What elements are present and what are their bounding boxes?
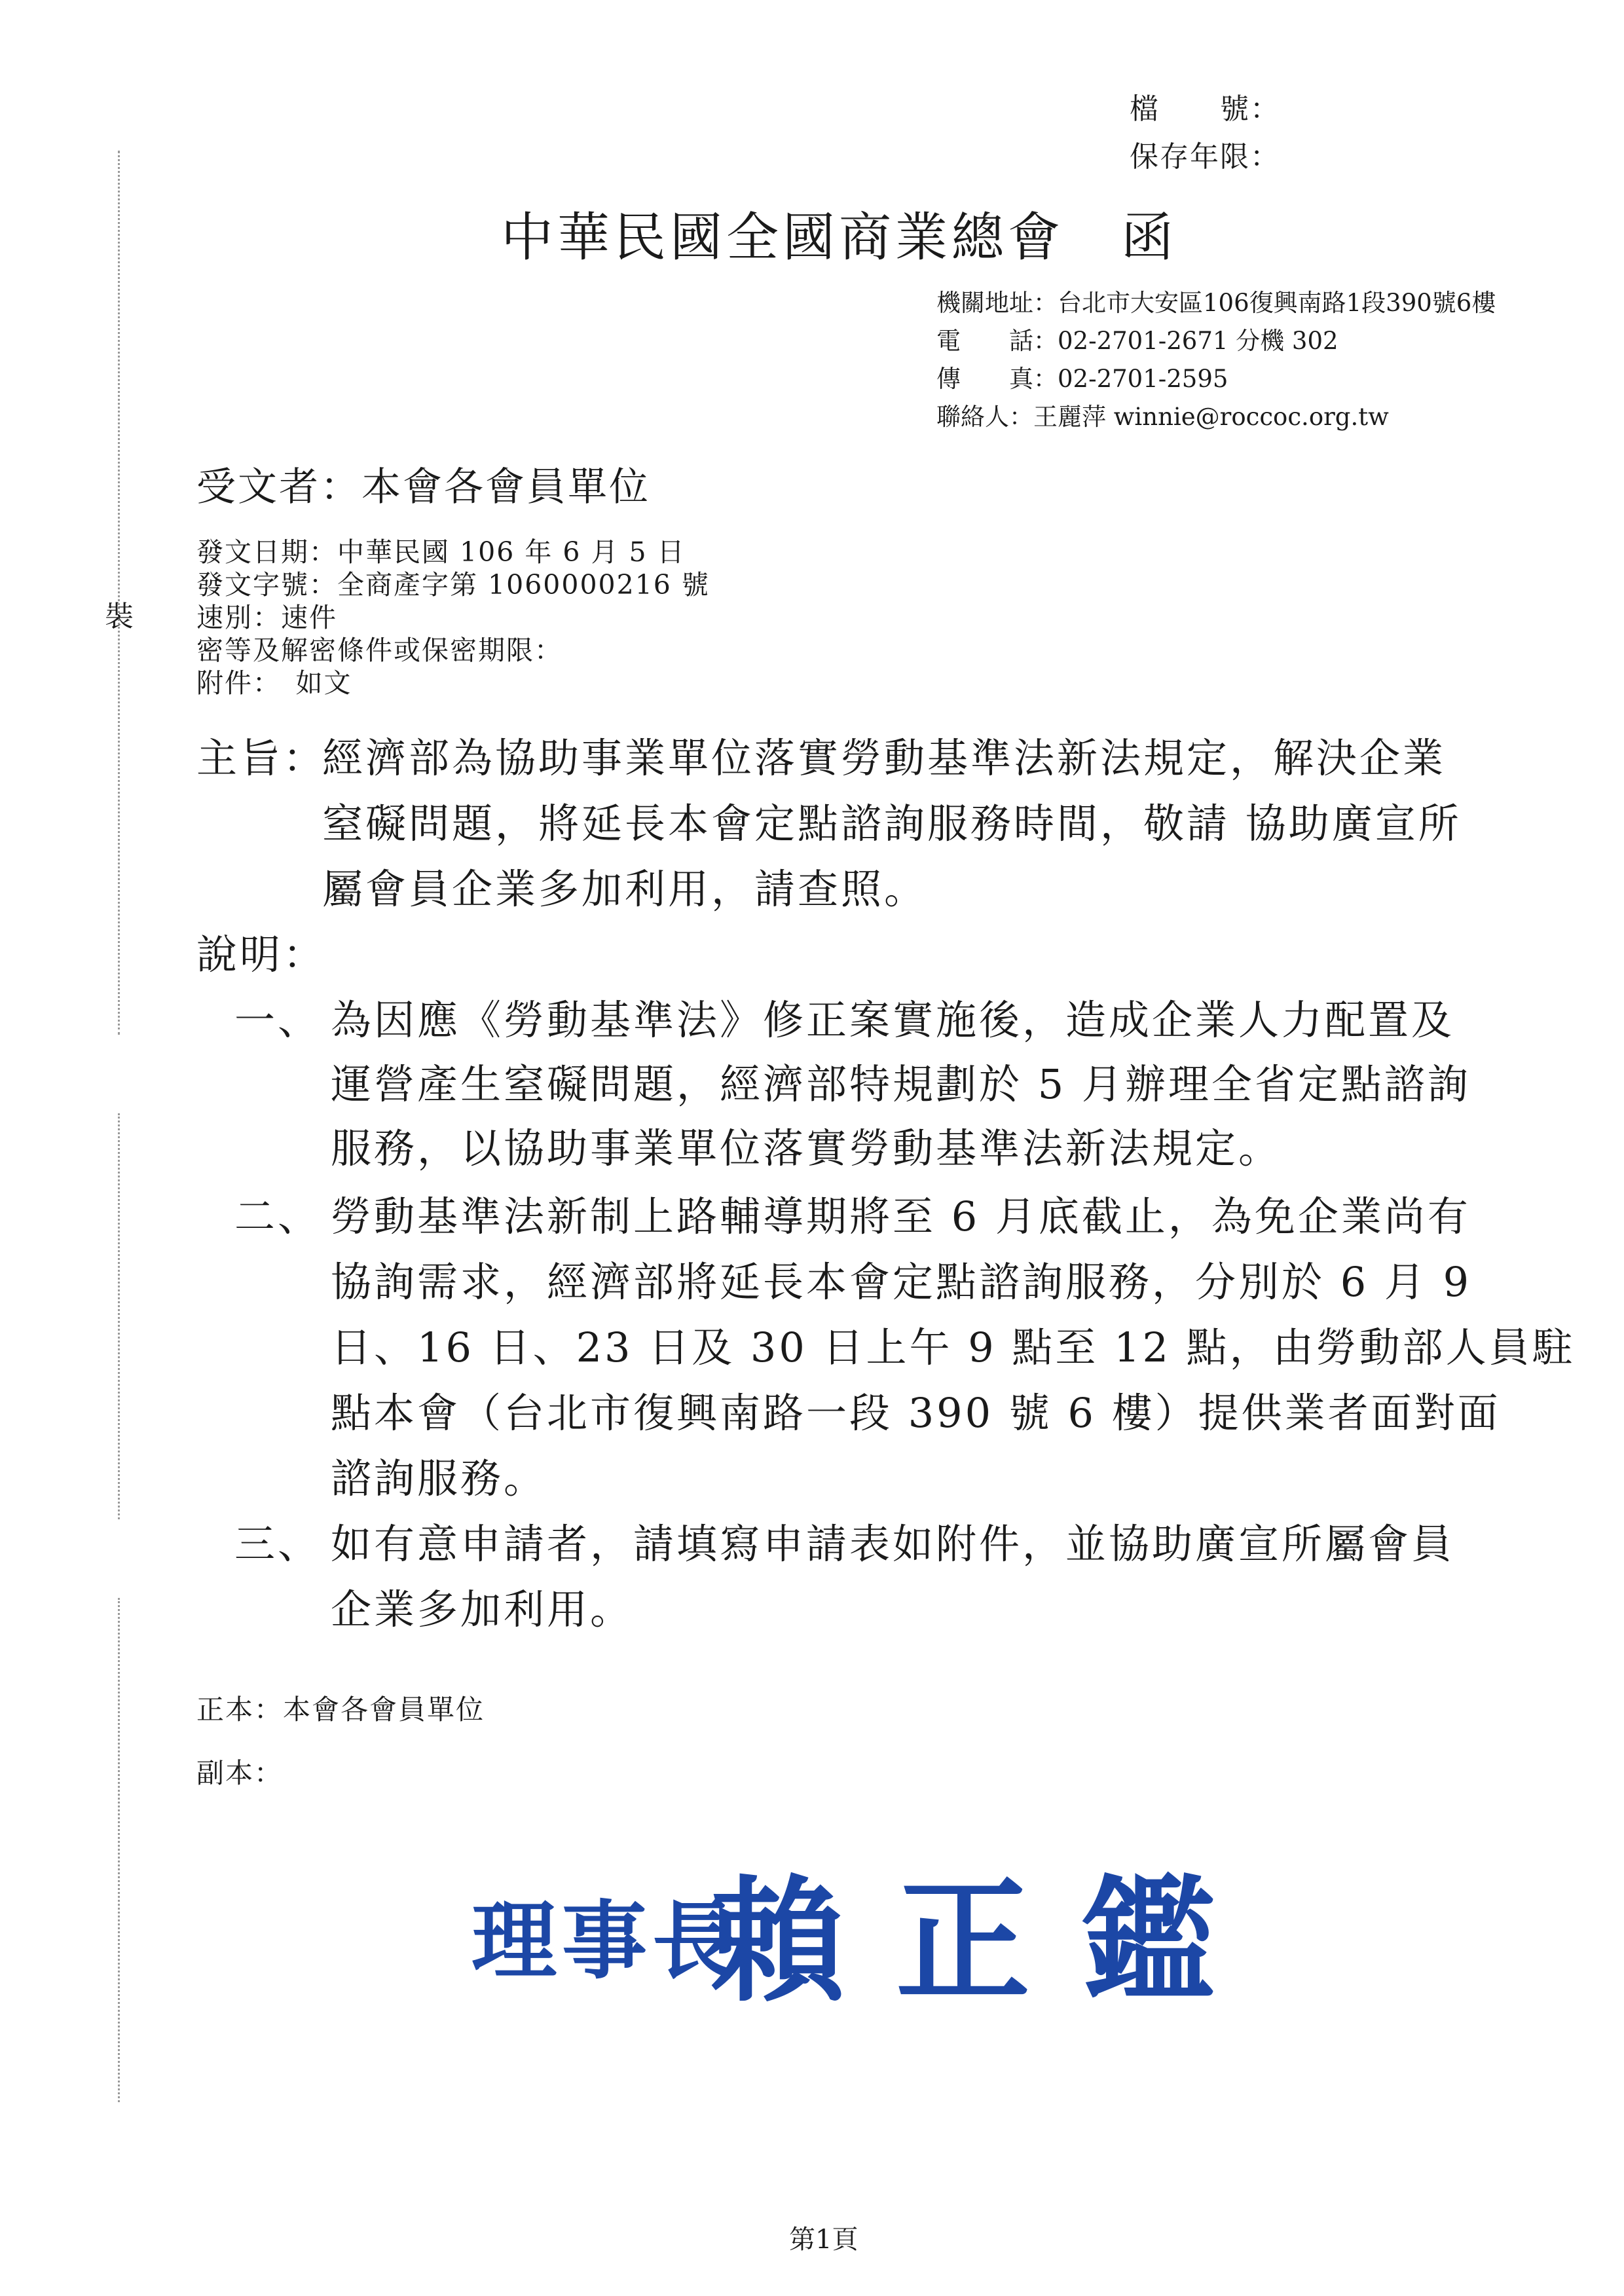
gist-label: 主旨：: [196, 734, 327, 782]
issue-date: 發文日期：中華民國 106 年 6 月 5 日: [196, 536, 686, 568]
contact-fax: 傳 真：02-2701-2595: [936, 365, 1228, 393]
secrecy-level: 密等及解密條件或保密期限：: [196, 635, 563, 666]
explanation-label: 說明：: [196, 931, 327, 978]
chairman-title-stamp: 理事長: [471, 1891, 743, 1991]
attachment-note: 附件： 如文: [196, 667, 352, 699]
item-line: 服務，以協助事業單位落實勞動基準法新法規定。: [331, 1124, 1282, 1172]
item-number: 三、: [234, 1520, 322, 1568]
duplicate-copy-to: 副本：: [196, 1757, 284, 1789]
file-number-label: 檔 號：: [1130, 92, 1280, 126]
binding-line-bottom: [118, 1598, 120, 2102]
item-number: 一、: [234, 996, 322, 1044]
item-line: 點本會（台北市復興南路一段 390 號 6 樓）提供業者面對面: [331, 1389, 1501, 1437]
contact-person: 聯絡人：王麗萍 winnie@roccoc.org.tw: [936, 403, 1389, 431]
retention-period-label: 保存年限：: [1130, 140, 1280, 174]
reference-number: 發文字號：全商產字第 1060000216 號: [196, 569, 710, 601]
gist-line: 窒礙問題，將延長本會定點諮詢服務時間，敬請 協助廣宣所: [322, 800, 1462, 847]
item-line: 日、16 日、23 日及 30 日上午 9 點至 12 點，由勞動部人員駐: [331, 1324, 1576, 1371]
document-title: 中華民國全國商業總會: [501, 207, 1064, 268]
binding-line-mid: [118, 1113, 120, 1519]
document-type: 函: [1121, 207, 1173, 268]
item-line: 企業多加利用。: [331, 1585, 634, 1633]
item-line: 諮詢服務。: [331, 1454, 547, 1502]
contact-address: 機關地址：台北市大安區106復興南路1段390號6樓: [936, 289, 1496, 317]
original-copy-to: 正本：本會各會員單位: [196, 1694, 485, 1726]
item-line: 為因應《勞動基準法》修正案實施後，造成企業人力配置及: [331, 996, 1455, 1044]
chairman-name-stamp: 賴正鑑: [710, 1863, 1266, 2020]
binding-mark: 裝: [105, 600, 134, 633]
contact-phone: 電 話：02-2701-2671 分機 302: [936, 327, 1338, 355]
delivery-speed: 速別：速件: [196, 602, 337, 633]
item-line: 勞動基準法新制上路輔導期將至 6 月底截止，為免企業尚有: [331, 1193, 1471, 1240]
item-line: 協詢需求，經濟部將延長本會定點諮詢服務，分別於 6 月 9: [331, 1258, 1472, 1306]
item-number: 二、: [234, 1193, 322, 1240]
item-line: 如有意申請者，請填寫申請表如附件，並協助廣宣所屬會員: [331, 1520, 1455, 1568]
page-number: 第1頁: [789, 2225, 858, 2255]
item-line: 運營產生窒礙問題，經濟部特規劃於 5 月辦理全省定點諮詢: [331, 1060, 1471, 1108]
recipient: 受文者：本會各會員單位: [196, 464, 650, 510]
gist-line: 屬會員企業多加利用，請查照。: [322, 865, 928, 913]
gist-line: 經濟部為協助事業單位落實勞動基準法新法規定，解決企業: [322, 734, 1447, 782]
